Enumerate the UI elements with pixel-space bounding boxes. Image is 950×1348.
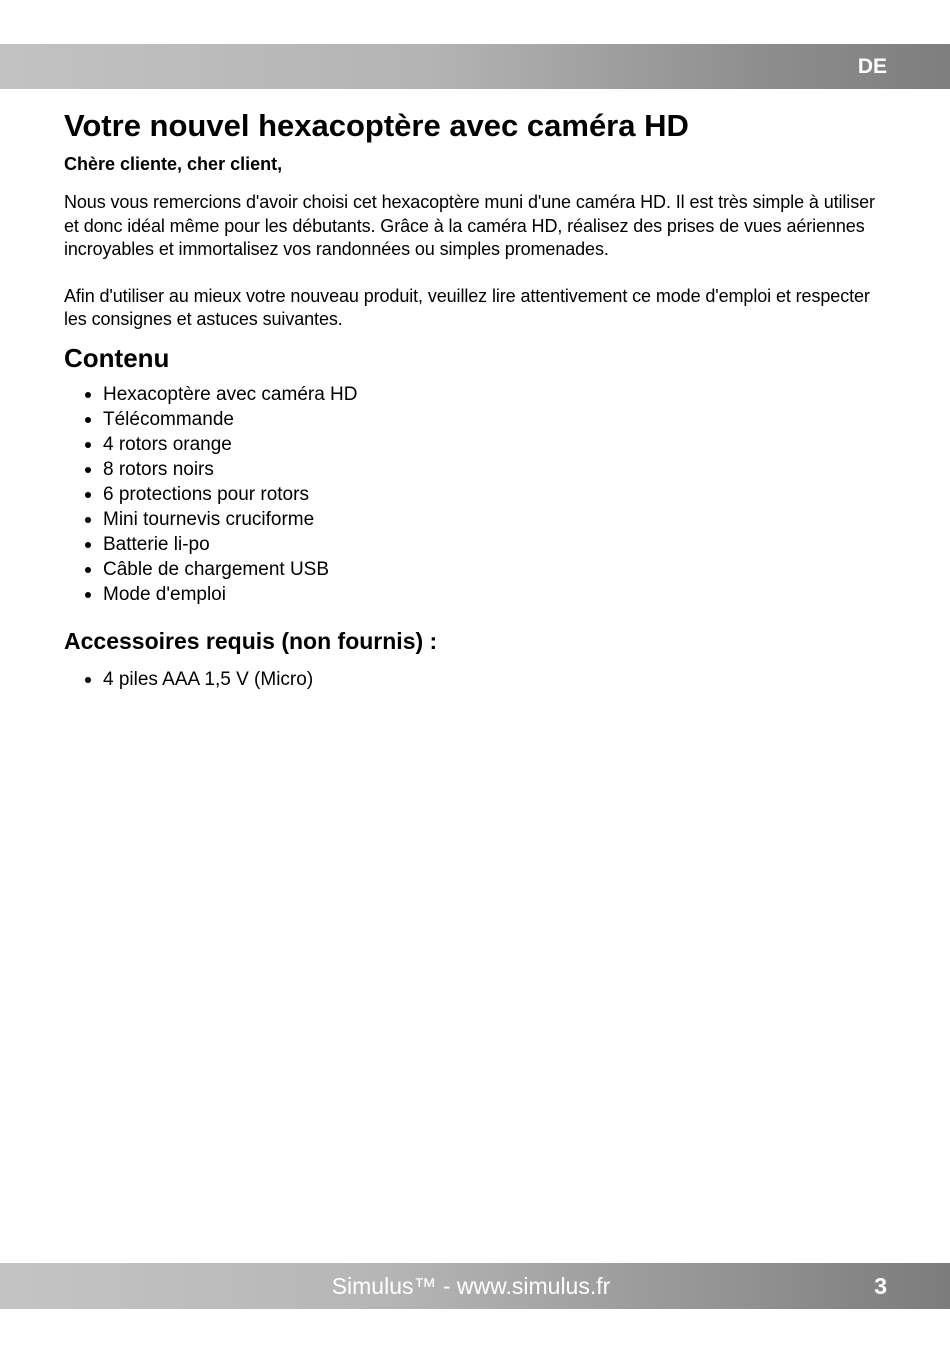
intro-paragraph: Nous vous remercions d'avoir choisi cet hexacoptère muni d'une caméra HD. Il est très simple à utiliser et donc idéal même pour les débutants. Grâce à la caméra HD, réalisez des prises de vues aériennes incroyables et immortalisez vos randonnées ou simples promenades. [64,192,875,259]
list-item-label: Batterie li-po [103,533,210,555]
bullet-icon [85,592,91,598]
list-item-label: Mini tournevis cruciforme [103,508,315,530]
list-item [64,482,894,507]
greeting: Chère cliente, cher client, [64,154,283,174]
bullet-icon [85,392,91,398]
header-bar [0,44,950,89]
language-code: DE [857,55,887,78]
bullet-icon [85,567,91,573]
list-item [64,507,894,532]
page-content [64,106,894,692]
list-item [64,557,894,582]
list-item [64,432,894,457]
list-item-label: Mode d'emploi [103,583,226,605]
list-item [64,382,894,407]
list-item [64,457,894,482]
accessories-heading: Accessoires requis (non fournis) : [64,627,438,654]
bullet-icon [85,492,91,498]
footer-bar [0,1263,950,1309]
instructions-paragraph: Afin d'utiliser au mieux votre nouveau produit, veuillez lire attentivement ce mode d'emploi et respecter les consignes et astuces suivantes. [64,285,870,329]
list-item-label: 8 rotors noirs [103,458,214,480]
accessories-list [64,667,894,692]
list-item [64,667,894,692]
list-item [64,532,894,557]
page-title: Votre nouvel hexacoptère avec caméra HD [64,108,689,143]
list-item-label: Câble de chargement USB [103,558,330,580]
bullet-icon [85,467,91,473]
bullet-icon [85,517,91,523]
bullet-icon [85,417,91,423]
list-item-label: Télécommande [103,408,234,430]
list-item [64,582,894,607]
list-item-label: Hexacoptère avec caméra HD [103,383,358,405]
list-item-label: 6 protections pour rotors [103,483,309,505]
bullet-icon [85,442,91,448]
page-number: 3 [874,1273,887,1299]
list-item-label: 4 rotors orange [103,433,232,455]
list-item [64,407,894,432]
contents-heading: Contenu [64,342,170,373]
bullet-icon [85,677,91,683]
footer-website: Simulus™ - www.simulus.fr [331,1273,611,1299]
list-item-label: 4 piles AAA 1,5 V (Micro) [103,668,314,690]
bullet-icon [85,542,91,548]
contents-list [64,382,894,607]
